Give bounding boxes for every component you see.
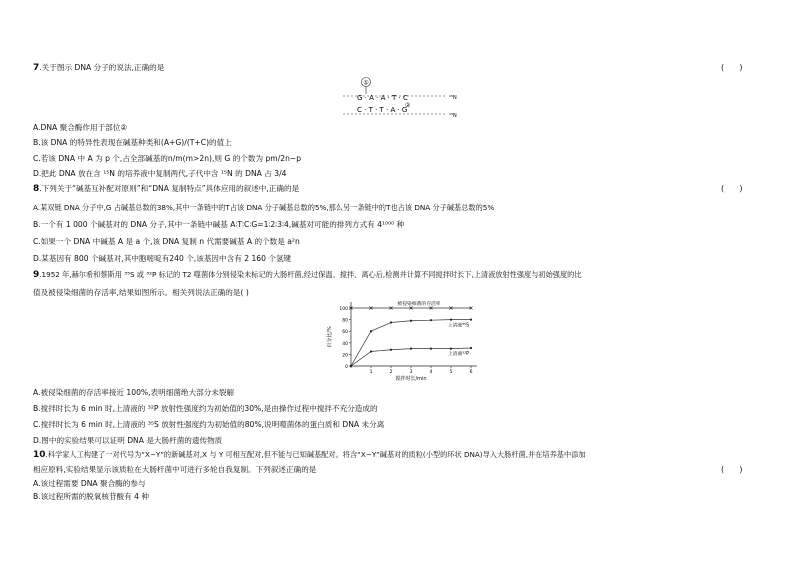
y-axis-label: 百分比/% <box>327 326 333 348</box>
x-tick-label: 1 <box>369 370 373 375</box>
q10-number: 10 <box>33 450 46 460</box>
q7-option-b: B.该 DNA 的特异性表现在碱基种类和(A+G)/(T+C)的值上 <box>33 138 232 147</box>
q9-option-d: D.图中的实验结果可以证明 DNA 是大肠杆菌的遗传物质 <box>33 436 223 445</box>
x-tick-label: 5 <box>449 370 453 375</box>
q10-option-a: A.该过程需要 DNA 聚合酶的参与 <box>33 479 146 488</box>
data-point <box>410 320 412 322</box>
x-tick-label: 2 <box>389 370 393 375</box>
data-point <box>350 365 352 367</box>
dna-label2: ② <box>405 102 411 109</box>
q7-answer-paren: ( ) <box>721 63 743 72</box>
q10-stem-line2: 相应原料,实验结果显示该质粒在大肠杆菌中可进行多轮自我复制。下列叙述正确的是 <box>33 465 317 474</box>
q8-option-a: A.某双链 DNA 分子中,G 占碱基总数的38%,其中一条链中的T占该 DNA 分子碱基总数的5%,那么另一条链中的T也占该 DNA 分子碱基总数的5% <box>33 203 495 212</box>
data-point <box>430 319 432 321</box>
q7-option-d: D.把此 DNA 放在含 ¹⁵N 的培养液中复制两代,子代中含 ¹⁵N 的 DNA 占 3/4 <box>33 169 287 178</box>
x-axis-label: 搅拌时长/min <box>395 376 427 382</box>
data-point <box>390 321 392 323</box>
dna-n15-bottom: ¹⁵N <box>449 113 457 119</box>
data-point <box>450 348 452 350</box>
q9-option-b: B.搅拌时长为 6 min 时,上清液的 ³²P 放射性强度约为初始值的30%,是由操作过程中搅拌不充分造成的 <box>33 404 378 413</box>
data-point <box>470 319 472 321</box>
survival-chart <box>325 296 485 384</box>
y-tick-label: 20 <box>342 353 348 359</box>
y-tick-label: 40 <box>342 341 348 347</box>
q8-option-d: D.某基因有 800 个碱基对,其中胞嘧啶有240 个,该基因中含有 2 160 个氢键 <box>33 254 292 263</box>
data-point <box>370 350 372 352</box>
q7-number: 7 <box>33 63 40 73</box>
q8-option-b: B.一个有 1 000 个碱基对的 DNA 分子,其中一条链中碱基 A∶T∶C∶G=1∶2∶3∶4,碱基对可能的排列方式有 4¹⁰⁰⁰ 种 <box>33 220 405 229</box>
q10-stem-text1: .科学家人工构建了一对代号为“X−Y”的新碱基对,X 与 Y 可相互配对,但不能与已知碱基配对。将含“X−Y”碱基对的质粒(小型的环状 DNA)导入大肠杆菌,并在培养基中添加 <box>45 450 586 459</box>
q8-stem <box>33 184 299 194</box>
q8-option-c: C.如果一个 DNA 中碱基 A 是 a 个,该 DNA 复制 n 代需要碱基 A 的个数是 a²n <box>33 237 300 246</box>
q10-stem-line1 <box>33 450 586 460</box>
q9-stem-line2: 值及被侵染细菌的存活率,结果如图所示。相关列说法正确的是( ) <box>33 288 249 297</box>
q9-option-a: A.被侵染细菌的存活率接近 100%,表明细菌绝大部分未裂解 <box>33 388 235 397</box>
y-tick-label: 80 <box>342 318 348 324</box>
q8-answer-paren: ( ) <box>721 184 743 193</box>
dna-bottom-strand: C · T · T · A · G <box>357 106 408 114</box>
dna-figure <box>335 76 465 122</box>
q7-option-c: C.若该 DNA 中 A 为 p 个,占全部碱基的n/m(m>2n),则 G 的个数为 pm/2n−p <box>33 154 302 163</box>
q7-option-a: A.DNA 聚合酶作用于部位② <box>33 123 128 132</box>
x-tick-label: 4 <box>429 370 433 375</box>
dna-n15-top: ¹⁵N <box>449 95 457 101</box>
data-point <box>370 330 372 332</box>
q10-option-b: B.该过程所需的脱氧核苷酸有 4 种 <box>33 492 149 501</box>
y-tick-label: 0 <box>345 365 348 370</box>
q9-stem-text1: .1952 年,赫尔希和蔡斯用 ³⁵S 或 ³²P 标记的 T2 噬菌体分别侵染未标记的大肠杆菌,经过保温、搅拌、离心后,检测并计算不同搅拌时长下,上清液放射性强度与初始强度的比 <box>39 270 582 279</box>
x-tick-label: 3 <box>409 370 413 375</box>
x-tick-label: 6 <box>469 370 473 375</box>
q10-answer-paren: ( ) <box>721 465 743 474</box>
data-point <box>410 348 412 350</box>
dna-top-strand: G · A · A · T · C <box>357 94 408 102</box>
q8-number: 8 <box>33 184 40 194</box>
series-label-3: 上清液³²P <box>447 352 469 358</box>
data-point <box>450 319 452 321</box>
q9-stem-line1 <box>33 270 582 280</box>
y-tick-label: 60 <box>342 330 348 336</box>
q9-option-c: C.搅拌时长为 6 min 时,上清液的 ³⁵S 放射性强度约为初始值的80%,说明噬菌体的蛋白质和 DNA 未分离 <box>33 420 385 429</box>
q7-stem <box>33 63 164 73</box>
series-label-1: 被侵染细菌的存活率 <box>397 302 441 307</box>
data-point <box>390 349 392 351</box>
y-tick-label: 100 <box>339 307 348 312</box>
series-label-2: 上清液³⁵S <box>447 323 469 329</box>
q8-stem-text: .下列关于“碱基互补配对原则”和“DNA 复制特点”具体应用的叙述中,正确的是 <box>39 184 300 193</box>
q7-stem-text: .关于图示 DNA 分子的说法,正确的是 <box>39 63 165 72</box>
dna-label1: ① <box>363 79 369 87</box>
q9-number: 9 <box>33 270 40 280</box>
data-point <box>470 347 472 349</box>
data-point <box>430 348 432 350</box>
